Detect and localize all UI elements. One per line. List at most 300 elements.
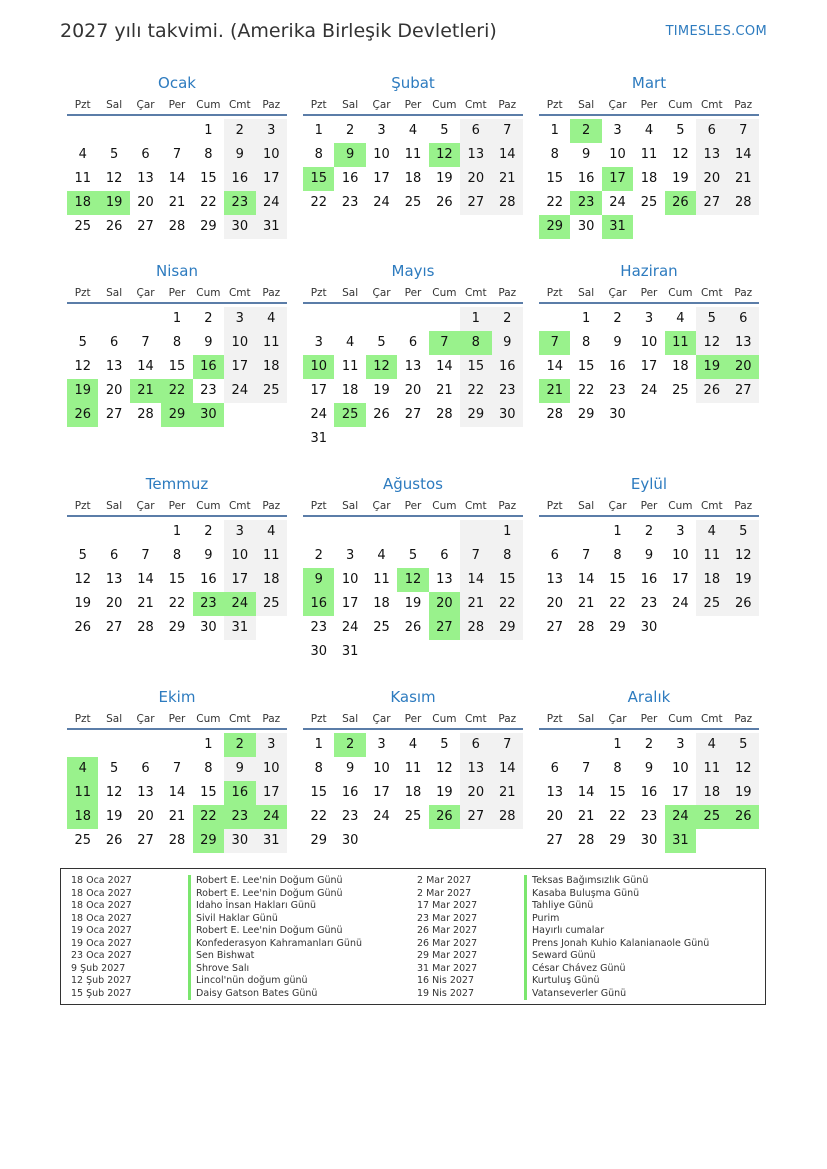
- day-cell[interactable]: 1: [613, 737, 622, 752]
- day-cell[interactable]: 11: [696, 757, 727, 781]
- day-cell[interactable]: 10: [609, 147, 626, 162]
- day-cell[interactable]: 2: [204, 524, 213, 539]
- day-cell[interactable]: 8: [314, 147, 323, 162]
- day-cell[interactable]: 1: [172, 311, 182, 326]
- day-cell[interactable]: 2: [570, 119, 601, 143]
- day-cell[interactable]: 6: [696, 119, 727, 143]
- day-cell[interactable]: 16: [609, 359, 626, 374]
- day-cell[interactable]: 18: [341, 383, 359, 398]
- day-cell[interactable]: 17: [310, 383, 327, 398]
- day-cell[interactable]: 11: [74, 171, 91, 186]
- day-cell[interactable]: 8: [172, 548, 182, 563]
- day-cell[interactable]: 6: [550, 761, 559, 776]
- day-cell[interactable]: 9: [581, 147, 591, 162]
- day-cell[interactable]: 6: [141, 147, 150, 162]
- day-cell[interactable]: 22: [609, 809, 626, 824]
- day-cell[interactable]: 17: [672, 785, 689, 800]
- day-cell[interactable]: 9: [345, 761, 355, 776]
- day-cell[interactable]: 15: [168, 572, 186, 587]
- day-cell[interactable]: 10: [303, 355, 334, 379]
- day-cell[interactable]: 25: [640, 195, 658, 210]
- day-cell[interactable]: 27: [404, 407, 422, 422]
- day-cell[interactable]: 8: [204, 147, 213, 162]
- day-cell[interactable]: 26: [74, 620, 91, 635]
- day-cell[interactable]: 5: [109, 147, 119, 162]
- day-cell[interactable]: 26: [105, 833, 123, 848]
- day-cell[interactable]: 10: [672, 761, 689, 776]
- day-cell[interactable]: 1: [613, 524, 622, 539]
- day-cell[interactable]: 9: [334, 143, 365, 167]
- day-cell[interactable]: 11: [696, 544, 727, 568]
- day-cell[interactable]: 13: [696, 143, 727, 167]
- day-cell[interactable]: 23: [224, 805, 255, 829]
- day-cell[interactable]: 17: [224, 355, 255, 379]
- day-cell[interactable]: 30: [224, 215, 255, 239]
- day-cell[interactable]: 6: [408, 335, 418, 350]
- day-cell[interactable]: 15: [546, 171, 563, 186]
- day-cell[interactable]: 23: [193, 592, 224, 616]
- day-cell[interactable]: 1: [460, 307, 491, 331]
- day-cell[interactable]: 3: [377, 123, 386, 138]
- day-cell[interactable]: 16: [640, 785, 658, 800]
- day-cell[interactable]: 9: [613, 335, 622, 350]
- day-cell[interactable]: 20: [429, 592, 460, 616]
- day-cell[interactable]: 16: [640, 572, 658, 587]
- day-cell[interactable]: 23: [224, 191, 255, 215]
- day-cell[interactable]: 5: [408, 548, 418, 563]
- day-cell[interactable]: 30: [577, 219, 595, 234]
- day-cell[interactable]: 7: [539, 331, 570, 355]
- day-cell[interactable]: 10: [640, 335, 658, 350]
- day-cell[interactable]: 11: [256, 544, 287, 568]
- day-cell[interactable]: 19: [728, 781, 759, 805]
- day-cell[interactable]: 8: [460, 331, 491, 355]
- day-cell[interactable]: 24: [640, 383, 658, 398]
- day-cell[interactable]: 26: [436, 195, 453, 210]
- day-cell[interactable]: 4: [256, 307, 287, 331]
- day-cell[interactable]: 20: [137, 809, 154, 824]
- day-cell[interactable]: 25: [696, 805, 727, 829]
- day-cell[interactable]: 27: [460, 805, 491, 829]
- day-cell[interactable]: 21: [492, 167, 523, 191]
- day-cell[interactable]: 2: [644, 737, 654, 752]
- day-cell[interactable]: 7: [728, 119, 759, 143]
- day-cell[interactable]: 13: [436, 572, 453, 587]
- day-cell[interactable]: 31: [602, 215, 633, 239]
- day-cell[interactable]: 9: [644, 761, 654, 776]
- day-cell[interactable]: 18: [696, 568, 727, 592]
- day-cell[interactable]: 2: [334, 733, 365, 757]
- day-cell[interactable]: 29: [539, 215, 570, 239]
- day-cell[interactable]: 31: [310, 431, 327, 446]
- day-cell[interactable]: 4: [256, 520, 287, 544]
- brand-link[interactable]: TIMESLES.COM: [665, 24, 767, 39]
- day-cell[interactable]: 21: [577, 809, 595, 824]
- day-cell[interactable]: 14: [577, 785, 595, 800]
- day-cell[interactable]: 27: [137, 833, 154, 848]
- day-cell[interactable]: 27: [460, 191, 491, 215]
- day-cell[interactable]: 16: [577, 171, 595, 186]
- day-cell[interactable]: 10: [256, 143, 287, 167]
- day-cell[interactable]: 25: [74, 219, 91, 234]
- day-cell[interactable]: 30: [224, 829, 255, 853]
- day-cell[interactable]: 3: [676, 524, 685, 539]
- day-cell[interactable]: 21: [168, 195, 186, 210]
- day-cell[interactable]: 16: [303, 592, 334, 616]
- day-cell[interactable]: 11: [640, 147, 658, 162]
- day-cell[interactable]: 2: [613, 311, 622, 326]
- day-cell[interactable]: 28: [436, 407, 453, 422]
- day-cell[interactable]: 1: [550, 123, 559, 138]
- day-cell[interactable]: 15: [200, 171, 217, 186]
- day-cell[interactable]: 3: [256, 733, 287, 757]
- day-cell[interactable]: 25: [74, 833, 91, 848]
- day-cell[interactable]: 27: [728, 379, 759, 403]
- day-cell[interactable]: 28: [577, 620, 595, 635]
- day-cell[interactable]: 3: [644, 311, 654, 326]
- day-cell[interactable]: 14: [728, 143, 759, 167]
- day-cell[interactable]: 13: [460, 143, 491, 167]
- day-cell[interactable]: 5: [78, 548, 87, 563]
- day-cell[interactable]: 14: [168, 785, 186, 800]
- day-cell[interactable]: 9: [204, 548, 213, 563]
- day-cell[interactable]: 10: [224, 544, 255, 568]
- day-cell[interactable]: 27: [429, 616, 460, 640]
- day-cell[interactable]: 3: [224, 307, 255, 331]
- day-cell[interactable]: 4: [67, 757, 98, 781]
- day-cell[interactable]: 5: [440, 123, 449, 138]
- day-cell[interactable]: 18: [404, 171, 422, 186]
- day-cell[interactable]: 19: [404, 596, 422, 611]
- day-cell[interactable]: 14: [546, 359, 563, 374]
- day-cell[interactable]: 3: [256, 119, 287, 143]
- day-cell[interactable]: 23: [341, 195, 359, 210]
- day-cell[interactable]: 31: [224, 616, 255, 640]
- day-cell[interactable]: 6: [109, 548, 119, 563]
- day-cell[interactable]: 25: [256, 592, 287, 616]
- day-cell[interactable]: 15: [577, 359, 595, 374]
- day-cell[interactable]: 17: [224, 568, 255, 592]
- day-cell[interactable]: 22: [193, 805, 224, 829]
- day-cell[interactable]: 21: [130, 379, 161, 403]
- day-cell[interactable]: 17: [602, 167, 633, 191]
- day-cell[interactable]: 11: [404, 761, 422, 776]
- day-cell[interactable]: 3: [613, 123, 622, 138]
- day-cell[interactable]: 28: [492, 191, 523, 215]
- day-cell[interactable]: 30: [310, 644, 327, 659]
- day-cell[interactable]: 2: [345, 123, 355, 138]
- day-cell[interactable]: 21: [137, 596, 154, 611]
- day-cell[interactable]: 5: [377, 335, 386, 350]
- day-cell[interactable]: 20: [105, 383, 123, 398]
- day-cell[interactable]: 23: [492, 379, 523, 403]
- day-cell[interactable]: 29: [492, 616, 523, 640]
- day-cell[interactable]: 17: [341, 596, 359, 611]
- day-cell[interactable]: 28: [168, 833, 186, 848]
- day-cell[interactable]: 18: [256, 568, 287, 592]
- day-cell[interactable]: 1: [581, 311, 591, 326]
- day-cell[interactable]: 9: [644, 548, 654, 563]
- day-cell[interactable]: 28: [492, 805, 523, 829]
- day-cell[interactable]: 14: [168, 171, 186, 186]
- day-cell[interactable]: 6: [109, 335, 119, 350]
- day-cell[interactable]: 20: [546, 809, 563, 824]
- day-cell[interactable]: 15: [460, 355, 491, 379]
- day-cell[interactable]: 1: [204, 123, 213, 138]
- day-cell[interactable]: 12: [728, 757, 759, 781]
- day-cell[interactable]: 26: [728, 592, 759, 616]
- day-cell[interactable]: 8: [613, 548, 622, 563]
- day-cell[interactable]: 24: [256, 805, 287, 829]
- day-cell[interactable]: 18: [696, 781, 727, 805]
- day-cell[interactable]: 18: [256, 355, 287, 379]
- day-cell[interactable]: 13: [460, 757, 491, 781]
- day-cell[interactable]: 4: [377, 548, 386, 563]
- day-cell[interactable]: 31: [256, 215, 287, 239]
- day-cell[interactable]: 26: [67, 403, 98, 427]
- day-cell[interactable]: 27: [137, 219, 154, 234]
- day-cell[interactable]: 16: [200, 572, 217, 587]
- day-cell[interactable]: 22: [609, 596, 626, 611]
- day-cell[interactable]: 18: [373, 596, 390, 611]
- day-cell[interactable]: 30: [640, 620, 658, 635]
- day-cell[interactable]: 24: [224, 592, 255, 616]
- day-cell[interactable]: 23: [341, 809, 359, 824]
- day-cell[interactable]: 22: [577, 383, 595, 398]
- day-cell[interactable]: 17: [373, 785, 390, 800]
- day-cell[interactable]: 7: [429, 331, 460, 355]
- day-cell[interactable]: 4: [696, 733, 727, 757]
- day-cell[interactable]: 5: [696, 307, 727, 331]
- day-cell[interactable]: 19: [436, 171, 453, 186]
- day-cell[interactable]: 7: [172, 147, 182, 162]
- day-cell[interactable]: 24: [256, 191, 287, 215]
- day-cell[interactable]: 24: [341, 620, 359, 635]
- day-cell[interactable]: 7: [492, 733, 523, 757]
- day-cell[interactable]: 16: [224, 167, 255, 191]
- day-cell[interactable]: 27: [696, 191, 727, 215]
- day-cell[interactable]: 23: [200, 383, 217, 398]
- day-cell[interactable]: 30: [341, 833, 359, 848]
- day-cell[interactable]: 2: [492, 307, 523, 331]
- day-cell[interactable]: 2: [224, 119, 255, 143]
- day-cell[interactable]: 15: [609, 785, 626, 800]
- day-cell[interactable]: 23: [310, 620, 327, 635]
- day-cell[interactable]: 28: [137, 407, 154, 422]
- day-cell[interactable]: 9: [224, 143, 255, 167]
- day-cell[interactable]: 22: [200, 195, 217, 210]
- day-cell[interactable]: 30: [609, 407, 626, 422]
- day-cell[interactable]: 12: [74, 359, 91, 374]
- day-cell[interactable]: 2: [314, 548, 323, 563]
- day-cell[interactable]: 29: [609, 620, 626, 635]
- day-cell[interactable]: 5: [676, 123, 685, 138]
- day-cell[interactable]: 12: [105, 171, 123, 186]
- day-cell[interactable]: 13: [137, 785, 154, 800]
- day-cell[interactable]: 25: [404, 809, 422, 824]
- day-cell[interactable]: 1: [172, 524, 182, 539]
- day-cell[interactable]: 12: [728, 544, 759, 568]
- day-cell[interactable]: 4: [696, 520, 727, 544]
- day-cell[interactable]: 4: [78, 147, 87, 162]
- day-cell[interactable]: 9: [303, 568, 334, 592]
- day-cell[interactable]: 4: [676, 311, 685, 326]
- day-cell[interactable]: 30: [193, 403, 224, 427]
- day-cell[interactable]: 19: [728, 568, 759, 592]
- day-cell[interactable]: 17: [640, 359, 658, 374]
- day-cell[interactable]: 22: [168, 596, 186, 611]
- day-cell[interactable]: 14: [137, 359, 154, 374]
- day-cell[interactable]: 22: [492, 592, 523, 616]
- day-cell[interactable]: 28: [577, 833, 595, 848]
- day-cell[interactable]: 28: [137, 620, 154, 635]
- day-cell[interactable]: 26: [665, 191, 696, 215]
- day-cell[interactable]: 1: [204, 737, 213, 752]
- day-cell[interactable]: 12: [436, 761, 453, 776]
- day-cell[interactable]: 26: [696, 379, 727, 403]
- day-cell[interactable]: 30: [640, 833, 658, 848]
- day-cell[interactable]: 23: [570, 191, 601, 215]
- day-cell[interactable]: 24: [665, 805, 696, 829]
- day-cell[interactable]: 14: [492, 143, 523, 167]
- day-cell[interactable]: 12: [366, 355, 397, 379]
- day-cell[interactable]: 17: [373, 171, 390, 186]
- day-cell[interactable]: 21: [539, 379, 570, 403]
- day-cell[interactable]: 2: [644, 524, 654, 539]
- day-cell[interactable]: 29: [168, 620, 186, 635]
- day-cell[interactable]: 5: [728, 733, 759, 757]
- day-cell[interactable]: 31: [256, 829, 287, 853]
- day-cell[interactable]: 7: [581, 761, 591, 776]
- day-cell[interactable]: 10: [256, 757, 287, 781]
- day-cell[interactable]: 28: [728, 191, 759, 215]
- day-cell[interactable]: 31: [341, 644, 359, 659]
- day-cell[interactable]: 25: [373, 620, 390, 635]
- day-cell[interactable]: 25: [672, 383, 689, 398]
- day-cell[interactable]: 22: [546, 195, 563, 210]
- day-cell[interactable]: 12: [105, 785, 123, 800]
- day-cell[interactable]: 19: [672, 171, 689, 186]
- day-cell[interactable]: 7: [141, 548, 150, 563]
- day-cell[interactable]: 16: [492, 355, 523, 379]
- day-cell[interactable]: 16: [341, 785, 359, 800]
- day-cell[interactable]: 24: [224, 379, 255, 403]
- day-cell[interactable]: 29: [200, 219, 217, 234]
- day-cell[interactable]: 20: [404, 383, 422, 398]
- day-cell[interactable]: 11: [373, 572, 390, 587]
- day-cell[interactable]: 27: [105, 407, 123, 422]
- day-cell[interactable]: 4: [644, 123, 654, 138]
- day-cell[interactable]: 14: [460, 568, 491, 592]
- day-cell[interactable]: 12: [397, 568, 428, 592]
- day-cell[interactable]: 26: [105, 219, 123, 234]
- day-cell[interactable]: 7: [581, 548, 591, 563]
- day-cell[interactable]: 11: [341, 359, 359, 374]
- day-cell[interactable]: 22: [161, 379, 192, 403]
- day-cell[interactable]: 18: [67, 191, 98, 215]
- day-cell[interactable]: 10: [224, 331, 255, 355]
- day-cell[interactable]: 26: [404, 620, 422, 635]
- day-cell[interactable]: 15: [168, 359, 186, 374]
- day-cell[interactable]: 11: [256, 331, 287, 355]
- day-cell[interactable]: 22: [310, 195, 327, 210]
- day-cell[interactable]: 25: [334, 403, 365, 427]
- day-cell[interactable]: 9: [224, 757, 255, 781]
- day-cell[interactable]: 24: [373, 195, 390, 210]
- day-cell[interactable]: 1: [314, 737, 323, 752]
- day-cell[interactable]: 15: [609, 572, 626, 587]
- day-cell[interactable]: 1: [314, 123, 323, 138]
- day-cell[interactable]: 20: [137, 195, 154, 210]
- day-cell[interactable]: 29: [460, 403, 491, 427]
- day-cell[interactable]: 18: [67, 805, 98, 829]
- day-cell[interactable]: 1: [492, 520, 523, 544]
- day-cell[interactable]: 19: [74, 596, 91, 611]
- day-cell[interactable]: 24: [373, 809, 390, 824]
- day-cell[interactable]: 4: [408, 737, 418, 752]
- day-cell[interactable]: 23: [640, 809, 658, 824]
- day-cell[interactable]: 6: [460, 733, 491, 757]
- day-cell[interactable]: 7: [460, 544, 491, 568]
- day-cell[interactable]: 20: [105, 596, 123, 611]
- day-cell[interactable]: 17: [672, 572, 689, 587]
- day-cell[interactable]: 22: [460, 379, 491, 403]
- day-cell[interactable]: 3: [224, 520, 255, 544]
- day-cell[interactable]: 24: [310, 407, 327, 422]
- day-cell[interactable]: 20: [696, 167, 727, 191]
- day-cell[interactable]: 14: [137, 572, 154, 587]
- day-cell[interactable]: 21: [168, 809, 186, 824]
- day-cell[interactable]: 17: [256, 781, 287, 805]
- day-cell[interactable]: 21: [460, 592, 491, 616]
- day-cell[interactable]: 2: [224, 733, 255, 757]
- day-cell[interactable]: 28: [460, 616, 491, 640]
- day-cell[interactable]: 21: [728, 167, 759, 191]
- day-cell[interactable]: 18: [404, 785, 422, 800]
- day-cell[interactable]: 8: [314, 761, 323, 776]
- day-cell[interactable]: 26: [373, 407, 390, 422]
- day-cell[interactable]: 27: [546, 833, 563, 848]
- day-cell[interactable]: 15: [200, 785, 217, 800]
- day-cell[interactable]: 29: [609, 833, 626, 848]
- day-cell[interactable]: 30: [492, 403, 523, 427]
- day-cell[interactable]: 29: [577, 407, 595, 422]
- day-cell[interactable]: 21: [492, 781, 523, 805]
- day-cell[interactable]: 12: [74, 572, 91, 587]
- day-cell[interactable]: 20: [546, 596, 563, 611]
- day-cell[interactable]: 11: [404, 147, 422, 162]
- day-cell[interactable]: 15: [310, 785, 327, 800]
- day-cell[interactable]: 24: [609, 195, 626, 210]
- day-cell[interactable]: 18: [640, 171, 658, 186]
- day-cell[interactable]: 9: [204, 335, 213, 350]
- day-cell[interactable]: 16: [193, 355, 224, 379]
- day-cell[interactable]: 5: [109, 761, 119, 776]
- day-cell[interactable]: 16: [341, 171, 359, 186]
- day-cell[interactable]: 6: [141, 761, 150, 776]
- day-cell[interactable]: 3: [676, 737, 685, 752]
- day-cell[interactable]: 28: [546, 407, 563, 422]
- day-cell[interactable]: 13: [546, 572, 563, 587]
- day-cell[interactable]: 19: [436, 785, 453, 800]
- day-cell[interactable]: 25: [256, 379, 287, 403]
- day-cell[interactable]: 8: [613, 761, 622, 776]
- day-cell[interactable]: 19: [105, 809, 123, 824]
- day-cell[interactable]: 7: [492, 119, 523, 143]
- day-cell[interactable]: 26: [429, 805, 460, 829]
- day-cell[interactable]: 13: [105, 572, 123, 587]
- day-cell[interactable]: 30: [200, 620, 217, 635]
